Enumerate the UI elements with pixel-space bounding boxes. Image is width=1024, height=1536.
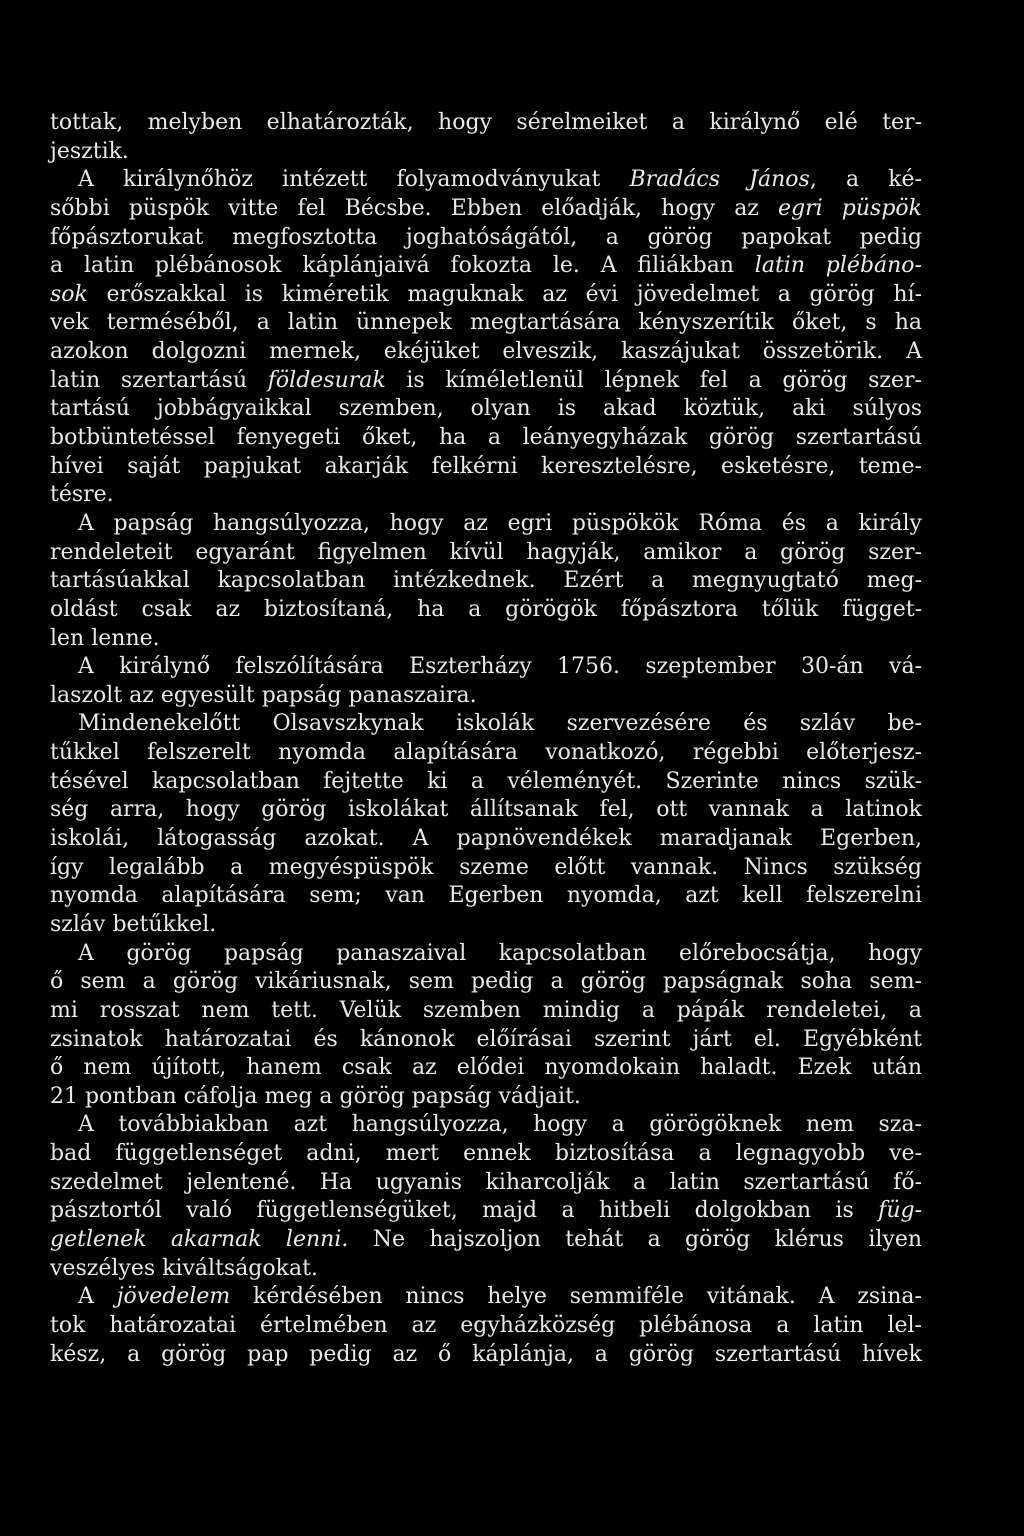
- text-segment: tésével kapcsolatban fejtette ki a véleményét. Szerinte nincs szük-: [50, 768, 922, 794]
- text-line: [50, 424, 922, 453]
- text-line: [50, 195, 922, 224]
- text-segment: A királynőhöz intézett folyamodványukat: [78, 167, 630, 193]
- text-line: [50, 940, 922, 969]
- text-line: [50, 625, 922, 654]
- text-segment: vek terméséből, a latin ünnepek megtartására kényszerítik őket, s ha: [50, 310, 922, 336]
- text-line: [50, 109, 922, 138]
- text-segment: oldást csak az biztosítaná, ha a görögök főpásztora tőlük függet-: [50, 596, 922, 622]
- text-line: [50, 138, 922, 167]
- text-line: [50, 1255, 922, 1284]
- text-line: [50, 997, 922, 1026]
- text-line: [50, 1169, 922, 1198]
- text-line: [50, 739, 922, 768]
- text-segment: veszélyes kiváltságokat.: [50, 1255, 318, 1281]
- text-segment: kész, a görög pap pedig az ő káplánja, a görög szertartású hívek: [50, 1341, 922, 1367]
- text-segment: rendeleteit egyaránt figyelmen kívül hagyják, amikor a görög szer-: [50, 539, 922, 565]
- text-segment: botbüntetéssel fenyegeti őket, ha a leányegyházak görög szertartású: [50, 425, 922, 451]
- text-segment: erőszakkal is kiméretik maguknak az évi jövedelmet a görög hí-: [87, 281, 922, 307]
- text-line: [50, 395, 922, 424]
- text-segment: A továbbiakban azt hangsúlyozza, hogy a görögöknek nem sza-: [78, 1112, 922, 1138]
- text-segment: tésre.: [50, 482, 114, 508]
- text-segment: bad függetlenséget adni, mert ennek biztosítása a legnagyobb ve-: [50, 1141, 922, 1167]
- text-line: [50, 281, 922, 310]
- text-line: [50, 968, 922, 997]
- text-line: [50, 309, 922, 338]
- text-line: [50, 1140, 922, 1169]
- text-line: [50, 682, 922, 711]
- text-segment: szedelmet jelentené. Ha ugyanis kiharcolják a latin szertartású fő-: [50, 1169, 922, 1195]
- text-line: [50, 710, 922, 739]
- italic-text: földesurak: [267, 367, 386, 393]
- text-line: [50, 338, 922, 367]
- text-line: [50, 510, 922, 539]
- text-segment: főpásztorukat megfosztotta joghatóságától, a görög papokat pedig: [50, 224, 922, 250]
- text-line: [50, 539, 922, 568]
- text-line: [50, 1111, 922, 1140]
- text-line: [50, 825, 922, 854]
- text-segment: , a ké-: [809, 167, 922, 193]
- text-line: [50, 453, 922, 482]
- text-line: [50, 481, 922, 510]
- text-segment: A királynő felszólítására Eszterházy 1756. szeptember 30-án vá-: [78, 654, 922, 680]
- text-line: [50, 1054, 922, 1083]
- text-segment: iskolái, látogasság azokat. A papnövendékek maradjanak Egerben,: [50, 826, 922, 852]
- text-segment: így legalább a megyéspüspök szeme előtt vannak. Nincs szükség: [50, 854, 922, 880]
- text-segment: pásztortól való függetlenségüket, majd a hitbeli dolgokban is: [50, 1198, 879, 1224]
- text-segment: len lenne.: [50, 625, 160, 651]
- text-segment: kérdésében nincs helye semmiféle vitának. A zsina-: [230, 1284, 922, 1310]
- text-line: [50, 911, 922, 940]
- text-line: [50, 796, 922, 825]
- text-segment: a latin plébánosok káplánjaivá fokozta le. A filiákban: [50, 253, 755, 279]
- text-segment: szláv betűkkel.: [50, 911, 217, 937]
- text-segment: zsinatok határozatai és kánonok előírásai szerint járt el. Egyébként: [50, 1026, 922, 1052]
- text-segment: A papság hangsúlyozza, hogy az egri püspökök Róma és a király: [78, 510, 922, 536]
- text-segment: nyomda alapítására sem; van Egerben nyomda, azt kell felszerelni: [50, 883, 922, 909]
- text-line: [50, 1283, 922, 1312]
- text-line: [50, 854, 922, 883]
- text-segment: tok határozatai értelmében az egyházközség plébánosa a latin lel-: [50, 1312, 922, 1338]
- italic-text: füg-: [878, 1198, 922, 1224]
- text-line: [50, 1341, 922, 1370]
- italic-text: sok: [50, 281, 88, 307]
- text-line: [50, 882, 922, 911]
- text-segment: Mindenekelőtt Olsavszkynak iskolák szervezésére és szláv be-: [78, 711, 922, 737]
- text-segment: laszolt az egyesült papság panaszaira.: [50, 682, 477, 708]
- text-line: [50, 1226, 922, 1255]
- text-segment: 21 pontban cáfolja meg a görög papság vádjait.: [50, 1083, 581, 1109]
- text-segment: is kíméletlenül lépnek fel a görög szer-: [385, 367, 922, 393]
- text-segment: tartású jobbágyaikkal szemben, olyan is akad köztük, aki súlyos: [50, 396, 922, 422]
- text-segment: ség arra, hogy görög iskolákat állítsanak fel, ott vannak a latinok: [50, 797, 922, 823]
- text-segment: A: [78, 1284, 117, 1310]
- italic-text: egri püspök: [778, 195, 922, 221]
- italic-text: jövedelem: [116, 1284, 231, 1310]
- text-segment: tottak, melyben elhatározták, hogy sérelmeiket a királynő elé ter-: [50, 110, 922, 135]
- text-line: [50, 653, 922, 682]
- text-segment: hívei saját papjukat akarják felkérni keresztelésre, esketésre, teme-: [50, 453, 922, 479]
- text-line: [50, 1026, 922, 1055]
- text-segment: tűkkel felszerelt nyomda alapítására vonatkozó, régebbi előterjesz-: [50, 740, 922, 766]
- text-segment: ő sem a görög vikáriusnak, sem pedig a görög papságnak soha sem-: [50, 969, 922, 995]
- text-segment: mi rosszat nem tett. Velük szemben mindig a pápák rendeletei, a: [50, 997, 922, 1023]
- text-segment: Ne hajszoljon tehát a görög klérus ilyen: [348, 1226, 923, 1252]
- body-text: [50, 109, 922, 1369]
- text-segment: A görög papság panaszaival kapcsolatban előrebocsátja, hogy: [78, 940, 922, 966]
- text-line: [50, 367, 922, 396]
- text-line: [50, 1197, 922, 1226]
- text-line: [50, 596, 922, 625]
- text-line: [50, 1083, 922, 1112]
- text-line: [50, 224, 922, 253]
- text-segment: azokon dolgozni mernek, ekéjüket elveszik, kaszájukat összetörik. A: [50, 339, 922, 365]
- text-line: [50, 768, 922, 797]
- text-line: [50, 252, 922, 281]
- text-segment: latin szertartású: [50, 367, 268, 393]
- text-segment: sőbbi püspök vitte fel Bécsbe. Ebben előadják, hogy az: [50, 195, 779, 221]
- text-segment: ő nem újított, hanem csak az elődei nyomdokain haladt. Ezek után: [50, 1055, 922, 1081]
- text-line: [50, 1312, 922, 1341]
- text-line: [50, 166, 922, 195]
- italic-text: getlenek akarnak lenni.: [50, 1226, 349, 1252]
- text-line: [50, 567, 922, 596]
- text-segment: tartásúakkal kapcsolatban intézkednek. Ezért a megnyugtató meg-: [50, 568, 922, 594]
- italic-text: Bradács János: [629, 167, 810, 193]
- italic-text: latin plébáno-: [754, 253, 922, 279]
- text-segment: jesztik.: [50, 138, 129, 164]
